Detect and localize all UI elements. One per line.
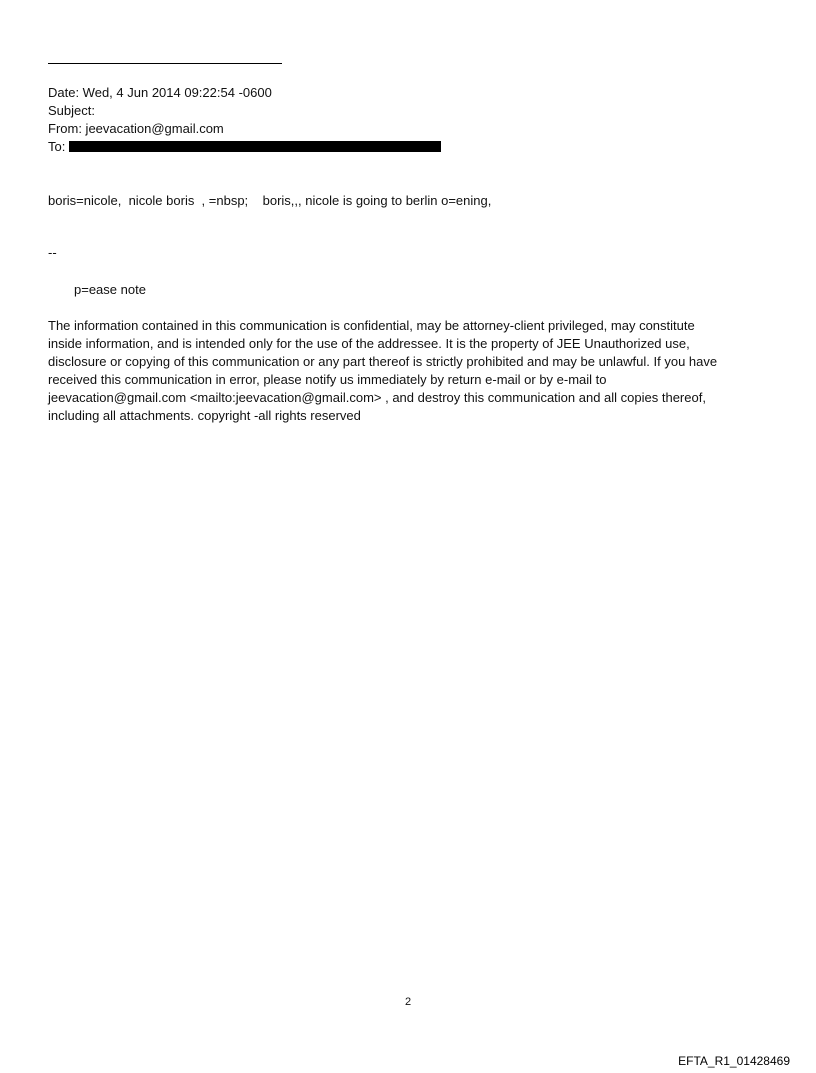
email-header — [48, 84, 441, 156]
bates-number: EFTA_R1_01428469 — [678, 1054, 790, 1068]
email-body-message: boris=nicole, nicole boris , =nbsp; boris,,, nicole is going to berlin o=ening, — [48, 193, 492, 208]
disclaimer-line: received this communication in error, please notify us immediately by return e-mail or by e-mail to — [48, 372, 607, 387]
email-subject: Subject: — [48, 103, 95, 118]
disclaimer-line: including all attachments. copyright -all rights reserved — [48, 408, 361, 423]
email-to-label: To: — [48, 139, 66, 154]
disclaimer-line: disclosure or copying of this communication or any part thereof is strictly prohibited and may be unlawful. If you have — [48, 354, 718, 369]
disclaimer-line: inside information, and is intended only for the use of the addressee. It is the property of JEE Unauthorized use, — [48, 336, 690, 351]
confidentiality-disclaimer — [48, 317, 764, 425]
disclaimer-line: The information contained in this communication is confidential, may be attorney-client privileged, may constitute — [48, 318, 695, 333]
disclaimer-line: jeevacation@gmail.com <mailto:jeevacation@gmail.com> , and destroy this communication and all copies thereof, — [48, 390, 706, 405]
email-to — [48, 138, 441, 156]
header-rule — [48, 63, 282, 64]
please-note-text: p=ease note — [74, 282, 146, 297]
page-number: 2 — [404, 996, 412, 1008]
signature-separator: -- — [48, 245, 57, 260]
email-date: Date: Wed, 4 Jun 2014 09:22:54 -0600 — [48, 85, 272, 100]
email-from: From: jeevacation@gmail.com — [48, 121, 224, 136]
redaction-box — [69, 141, 441, 152]
